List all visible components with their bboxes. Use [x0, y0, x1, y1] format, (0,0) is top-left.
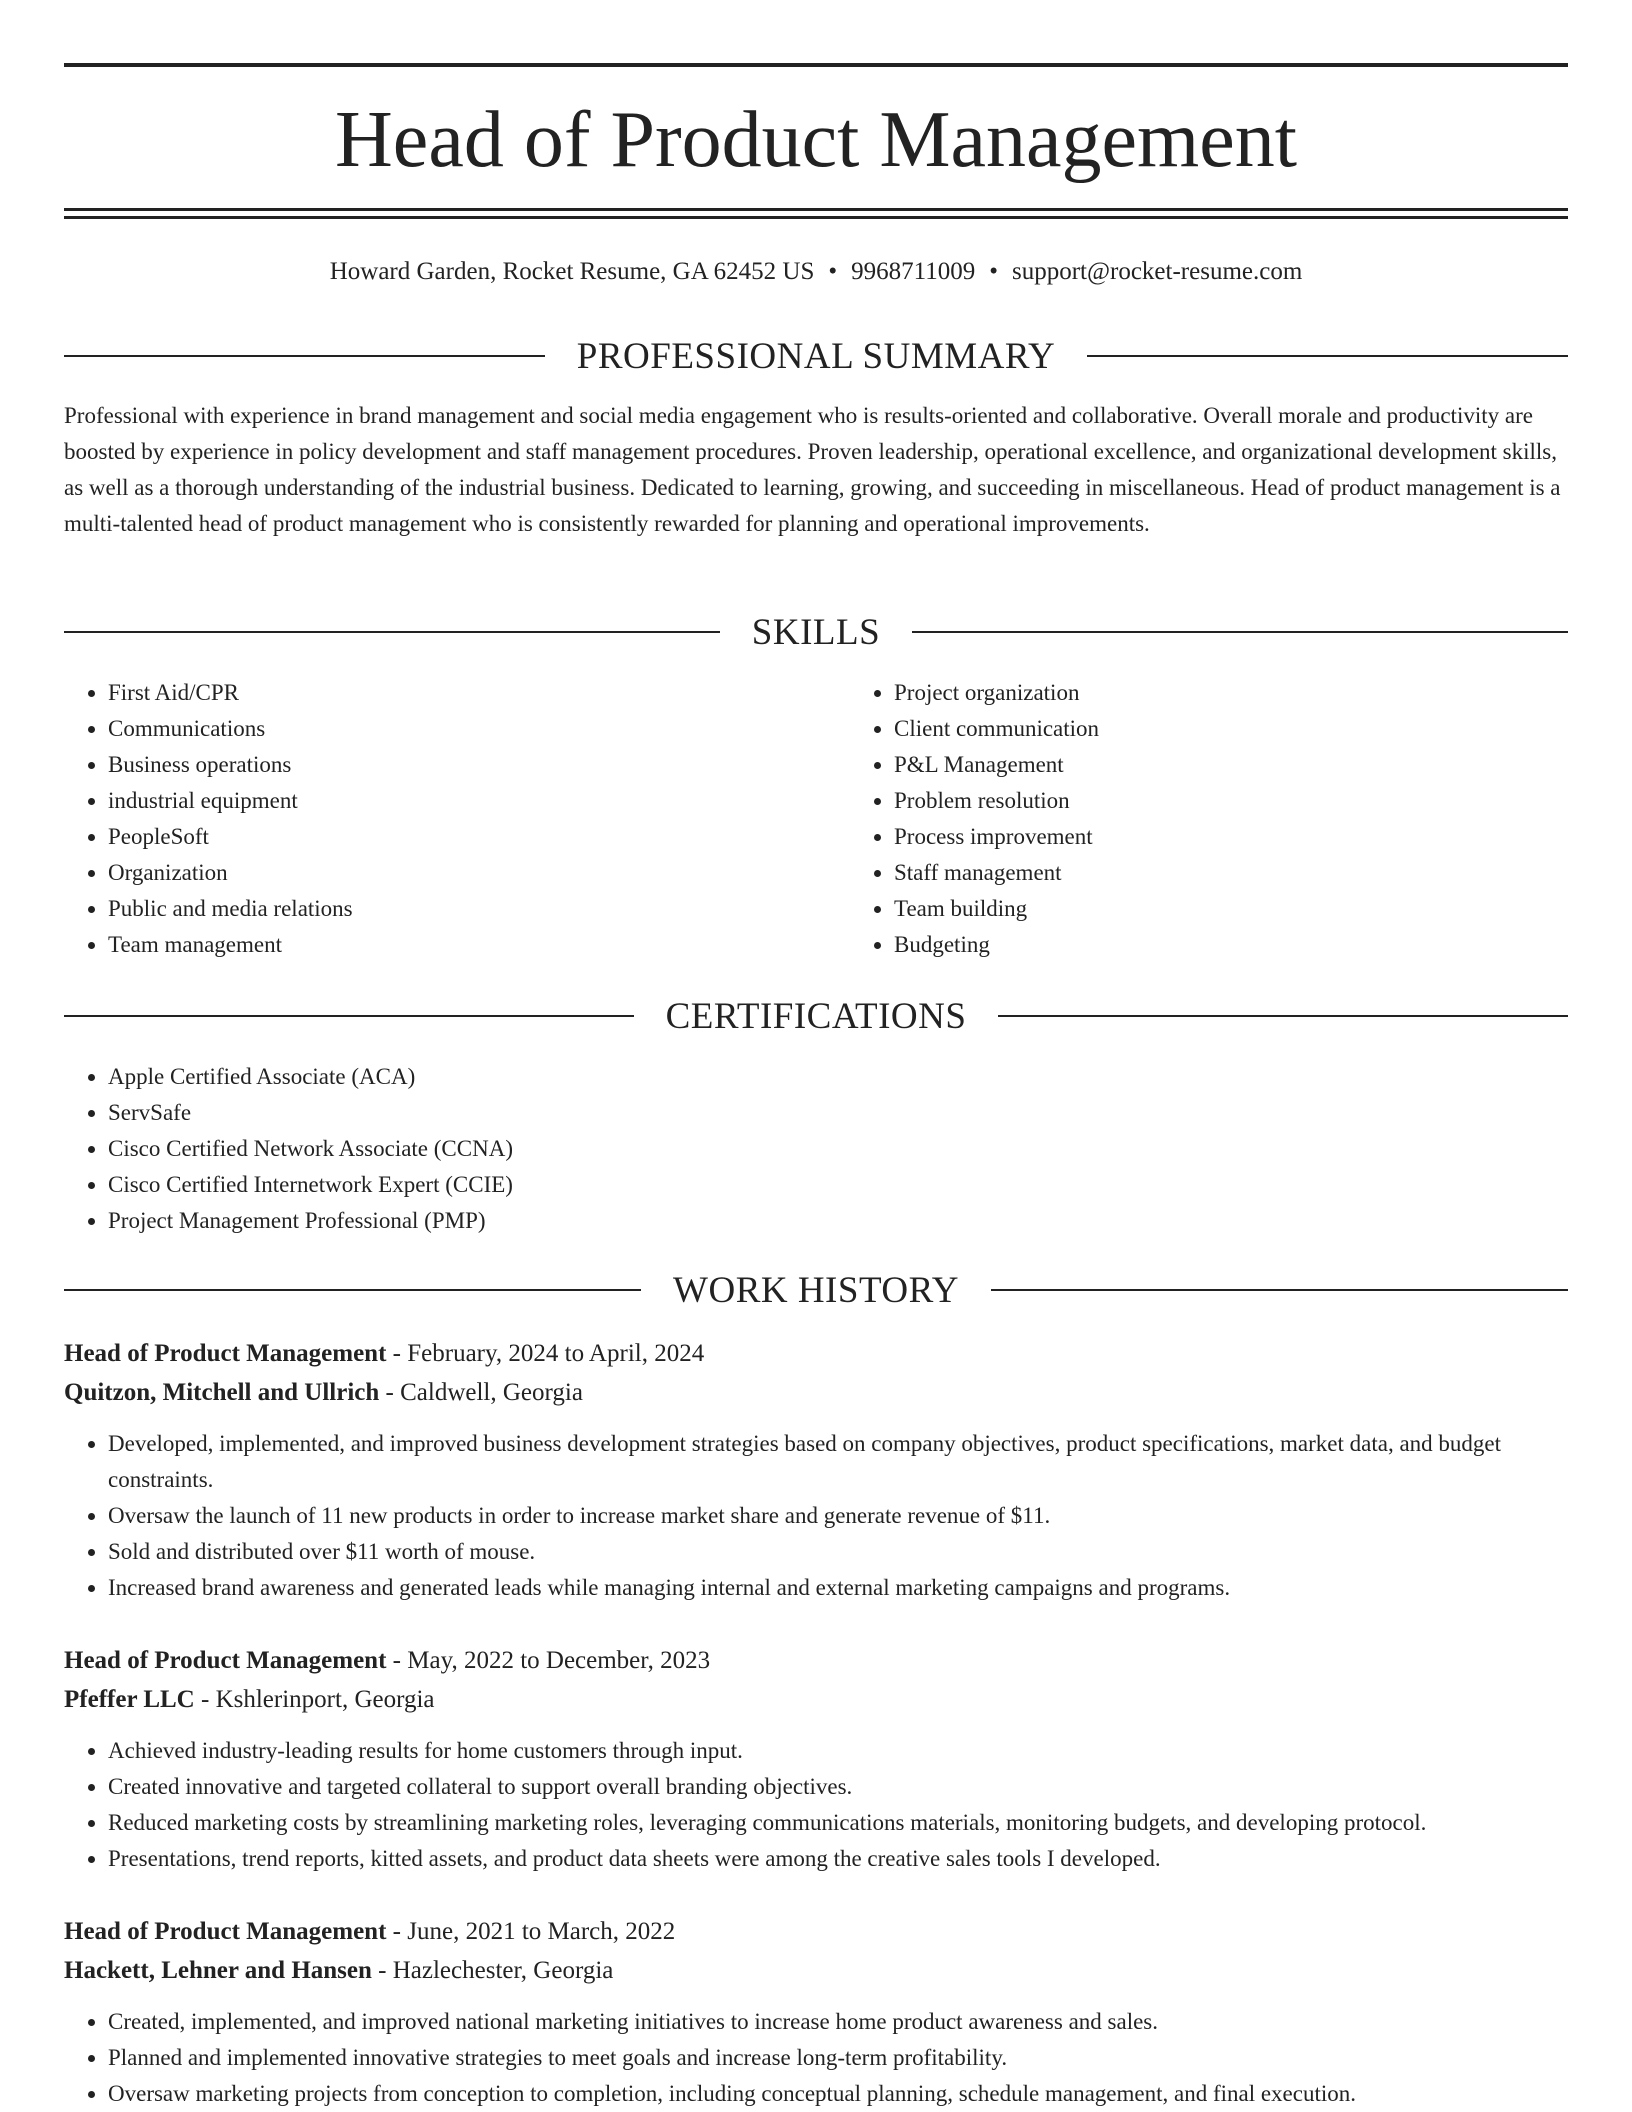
summary-section-header: [64, 334, 1568, 378]
skills-heading: SKILLS: [751, 611, 881, 653]
skill-item: • industrial equipment: [108, 783, 816, 819]
skill-item: • Staff management: [894, 855, 1568, 891]
summary-text: Professional with experience in brand management and social media engagement who is results-oriented and collaborative. Overall morale and productivity are boosted by experience in policy development and staff management procedures. Proven leadership, operational excellence, and organizational development skills, as well as a thorough understanding of the industrial business. Dedicated to learning, growing, and succeeding in miscellaneous. Head of product management is a multi-talented head of product management who is consistently rewarded for planning and operational improvements.: [64, 403, 1561, 536]
section-rule: [998, 1015, 1568, 1017]
job-dates: - May, 2022 to December, 2023: [386, 1647, 711, 1674]
skill-item: • Project organization: [894, 675, 1568, 711]
certifications-heading: CERTIFICATIONS: [665, 995, 967, 1037]
certification-item: • Cisco Certified Internetwork Expert (CCIE): [108, 1167, 1568, 1203]
skills-list: [64, 675, 1568, 963]
certifications-section-header: [64, 994, 1568, 1038]
skill-item: • Team management: [108, 927, 816, 963]
skill-item: • Organization: [108, 855, 816, 891]
section-rule: [64, 355, 545, 357]
job-bullet: • Created innovative and targeted collateral to support overall branding objectives.: [108, 1769, 1568, 1805]
skill-item: • PeopleSoft: [108, 819, 816, 855]
job-bullet: • Achieved industry-leading results for home customers through input.: [108, 1733, 1568, 1769]
job-bullet: • Sold and distributed over $11 worth of mouse.: [108, 1534, 1568, 1570]
section-rule: [64, 631, 720, 633]
skill-item: • Process improvement: [894, 819, 1568, 855]
certification-item: • Project Management Professional (PMP): [108, 1203, 1568, 1239]
job-dates: - February, 2024 to April, 2024: [386, 1340, 705, 1367]
contact-separator: •: [989, 258, 998, 285]
skill-item: • First Aid/CPR: [108, 675, 816, 711]
job-bullets: [64, 1426, 1568, 1606]
certifications-list: [64, 1059, 1568, 1239]
job-company-line: [64, 1680, 1568, 1719]
job-dates: - June, 2021 to March, 2022: [386, 1918, 676, 1945]
job-title: Head of Product Management: [64, 1340, 387, 1367]
skills-column-left: [64, 675, 816, 963]
title-double-divider: [64, 208, 1568, 219]
section-rule: [64, 1015, 634, 1017]
job-bullets: [64, 2004, 1568, 2112]
work-history-heading: WORK HISTORY: [673, 1269, 959, 1311]
job-entry: [64, 1334, 1568, 1606]
job-bullet: • Increased brand awareness and generated leads while managing internal and external marketing campaigns and programs.: [108, 1570, 1568, 1606]
section-rule: [991, 1289, 1568, 1291]
skill-item: • Communications: [108, 711, 816, 747]
skill-item: • P&L Management: [894, 747, 1568, 783]
skills-section-header: [64, 610, 1568, 654]
contact-separator: •: [828, 258, 838, 285]
summary-heading: PROFESSIONAL SUMMARY: [576, 335, 1056, 377]
certification-item: • Apple Certified Associate (ACA): [108, 1059, 1568, 1095]
section-rule: [64, 1289, 641, 1291]
resume-title: Head of Product Management: [335, 96, 1297, 184]
skill-item: • Budgeting: [894, 927, 1568, 963]
skill-item: • Team building: [894, 891, 1568, 927]
job-bullet: • Oversaw marketing projects from conception to completion, including conceptual planning, schedule management, and final execution.: [108, 2076, 1568, 2112]
job-bullet: • Developed, implemented, and improved business development strategies based on company objectives, product specifications, market data, and budget constraints.: [108, 1426, 1568, 1498]
job-company: Pfeffer LLC: [64, 1686, 195, 1713]
certification-item: • Cisco Certified Network Associate (CCNA): [108, 1131, 1568, 1167]
work-history-section-header: [64, 1268, 1568, 1312]
contact-email[interactable]: support@rocket-resume.com: [1011, 258, 1303, 285]
job-location: - Kshlerinport, Georgia: [194, 1686, 435, 1713]
contact-phone: 9968711009: [851, 258, 976, 285]
job-entry: [64, 1912, 1568, 2112]
contact-line: [64, 254, 1568, 290]
contact-address: Howard Garden, Rocket Resume, GA 62452 US: [329, 258, 815, 285]
job-title-line: [64, 1334, 1568, 1373]
skill-item: • Business operations: [108, 747, 816, 783]
section-rule: [1087, 355, 1568, 357]
skill-item: • Problem resolution: [894, 783, 1568, 819]
section-rule: [912, 631, 1568, 633]
top-divider: [64, 63, 1568, 67]
job-company: Quitzon, Mitchell and Ullrich: [64, 1379, 380, 1406]
job-bullet: • Reduced marketing costs by streamlining marketing roles, leveraging communications materials, monitoring budgets, and developing protocol.: [108, 1805, 1568, 1841]
job-title-line: [64, 1641, 1568, 1680]
job-location: - Hazlechester, Georgia: [371, 1957, 614, 1984]
job-company: Hackett, Lehner and Hansen: [64, 1957, 372, 1984]
job-title: Head of Product Management: [64, 1647, 387, 1674]
skill-item: • Client communication: [894, 711, 1568, 747]
job-company-line: [64, 1373, 1568, 1412]
certification-item: • ServSafe: [108, 1095, 1568, 1131]
job-entry: [64, 1641, 1568, 1877]
job-bullet: • Created, implemented, and improved national marketing initiatives to increase home product awareness and sales.: [108, 2004, 1568, 2040]
job-location: - Caldwell, Georgia: [379, 1379, 583, 1406]
skills-column-right: [816, 675, 1568, 963]
job-bullet: • Planned and implemented innovative strategies to meet goals and increase long-term profitability.: [108, 2040, 1568, 2076]
job-title: Head of Product Management: [64, 1918, 387, 1945]
job-bullet: • Presentations, trend reports, kitted assets, and product data sheets were among the creative sales tools I developed.: [108, 1841, 1568, 1877]
job-company-line: [64, 1951, 1568, 1990]
job-title-line: [64, 1912, 1568, 1951]
job-bullets: [64, 1733, 1568, 1877]
job-bullet: • Oversaw the launch of 11 new products in order to increase market share and generate revenue of $11.: [108, 1498, 1568, 1534]
skill-item: • Public and media relations: [108, 891, 816, 927]
